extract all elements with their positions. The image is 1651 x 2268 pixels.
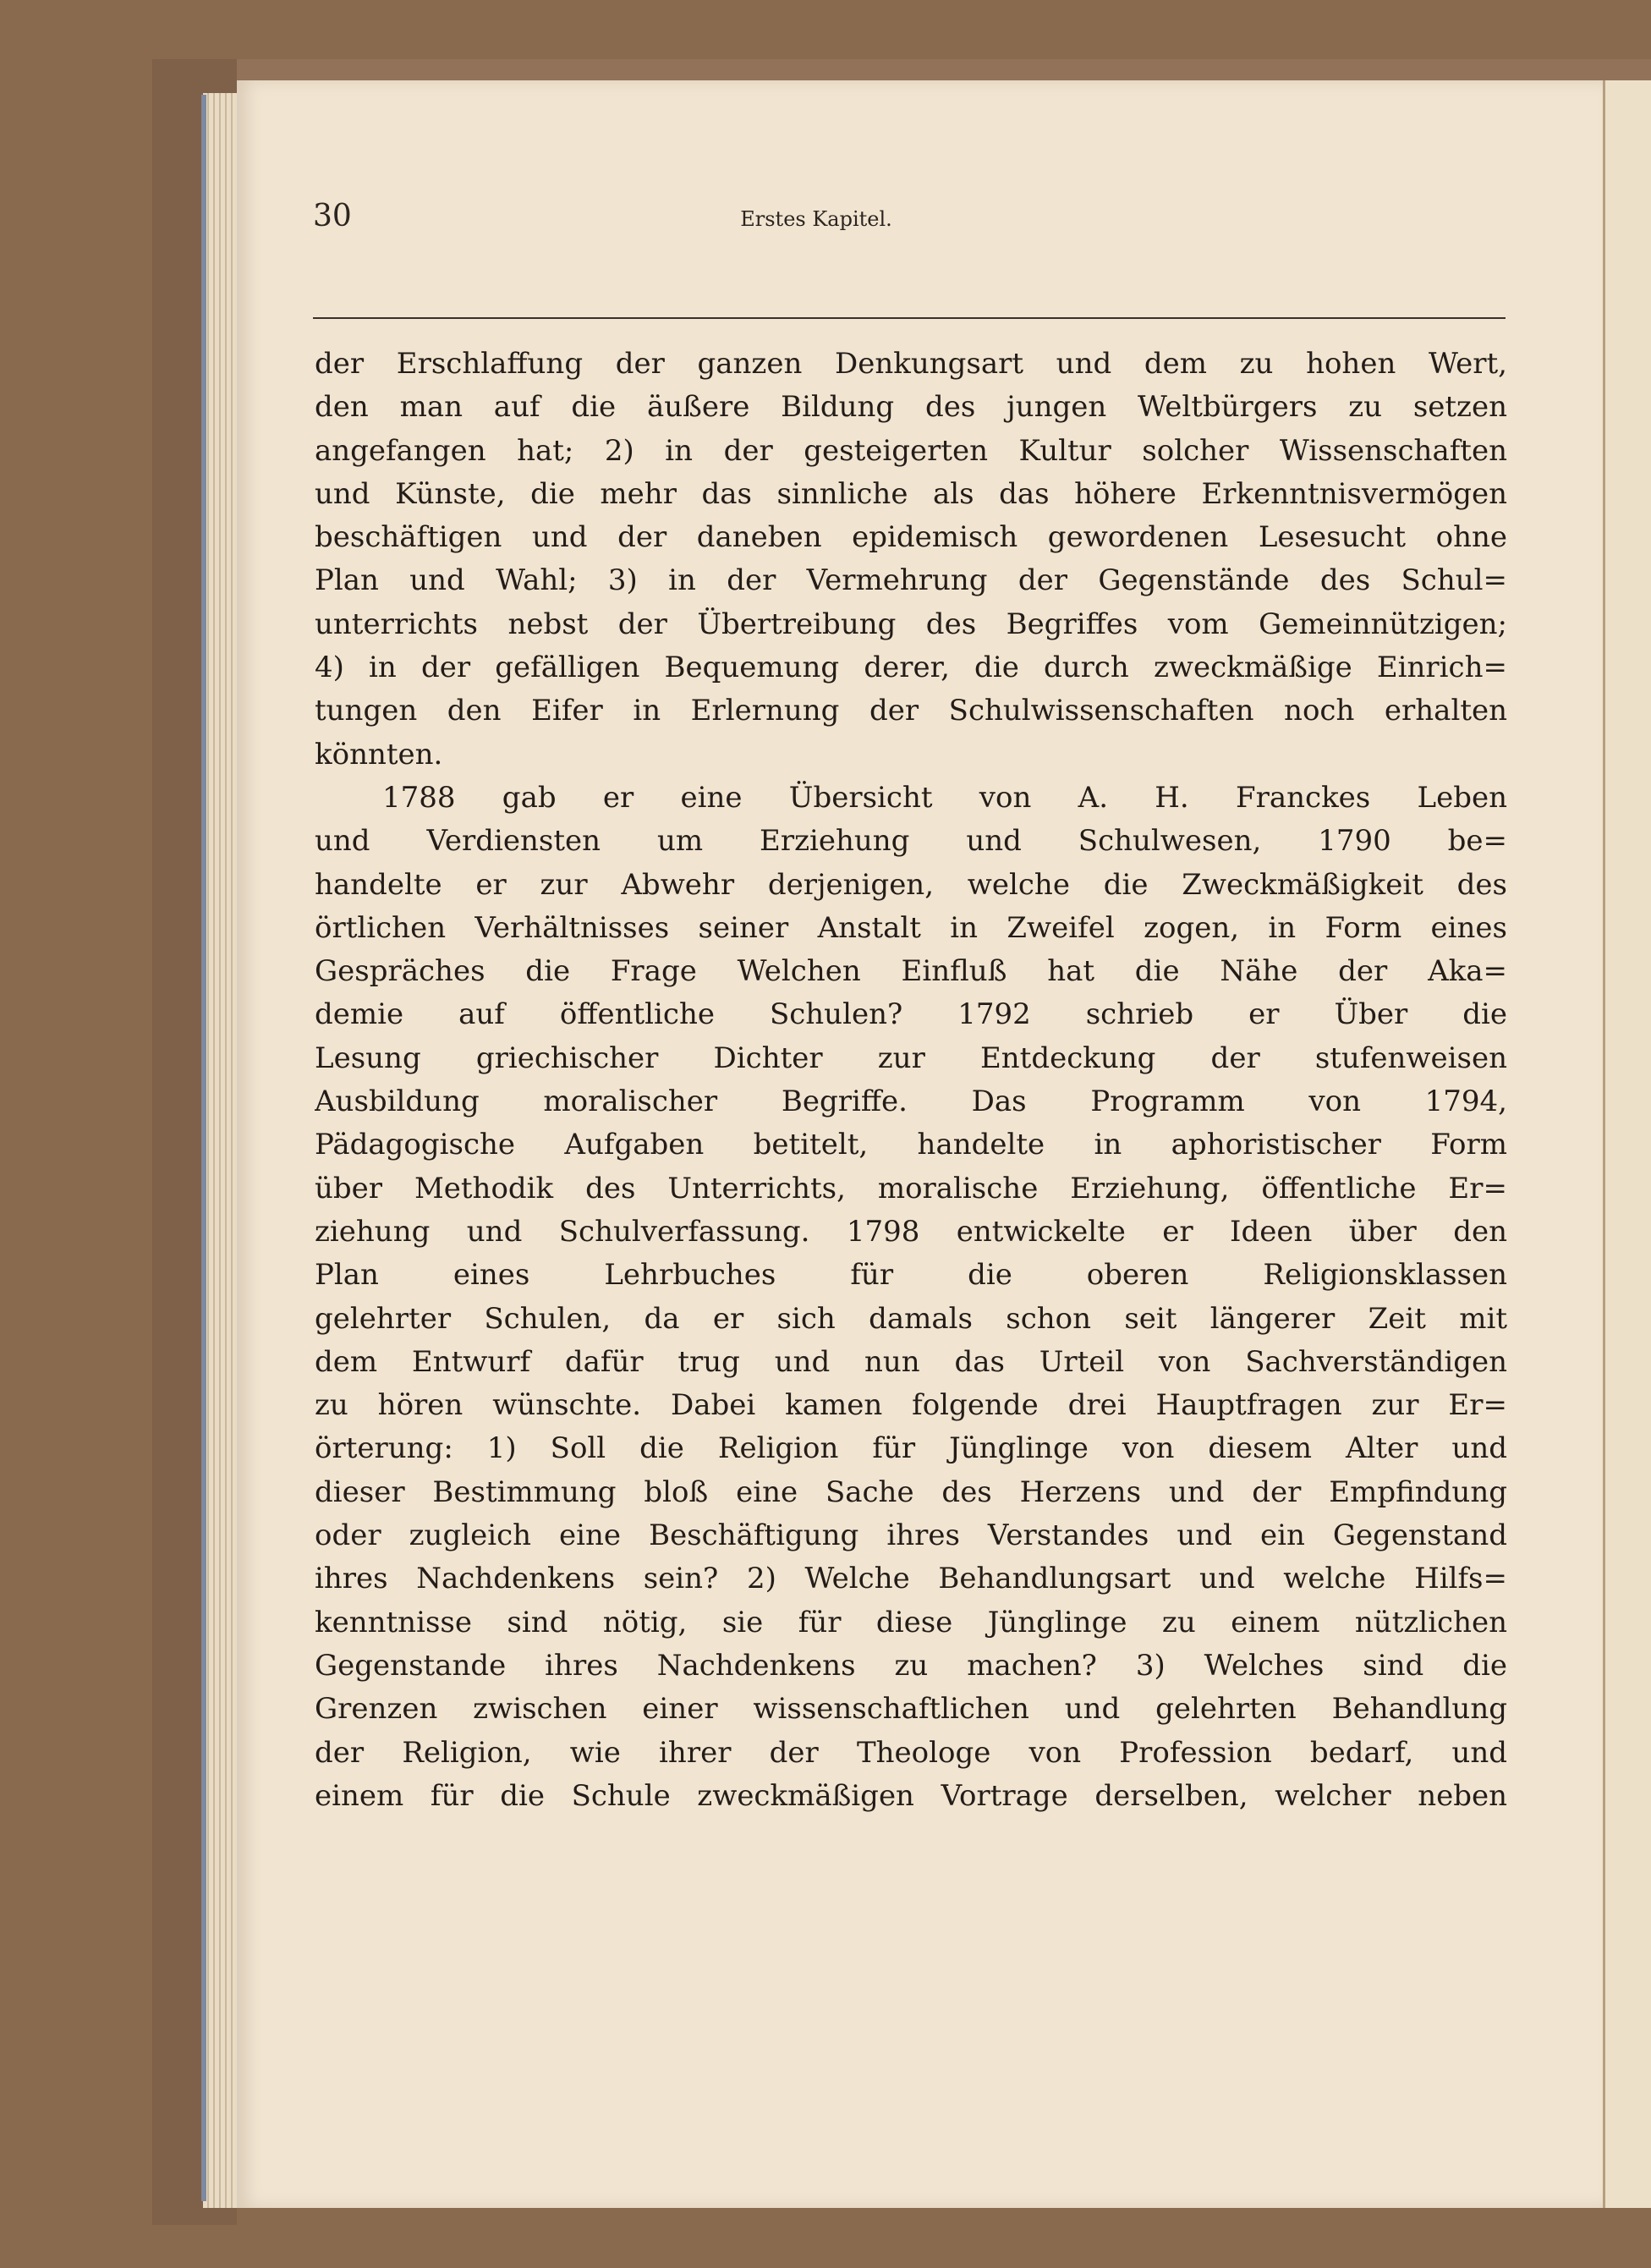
text-line: tungen den Eifer in Erlernung der Schulwissenschaften noch erhalten (315, 694, 1507, 728)
text-line: ziehung und Schulverfassung. 1798 entwickelte er Ideen über den (315, 1214, 1507, 1249)
text-line: Gegenstande ihres Nachdenkens zu machen? 3) Welches sind die (315, 1648, 1507, 1683)
text-line: Gespräches die Frage Welchen Einfluß hat die Nähe der Aka= (315, 954, 1507, 989)
text-line: der Religion, wie ihrer der Theologe von Profession bedarf, und (315, 1735, 1507, 1770)
page-number: 30 (313, 199, 352, 233)
page-header (313, 199, 1319, 250)
text-line: Lesung griechischer Dichter zur Entdeckung der stufenweisen (315, 1041, 1507, 1075)
header-rule (313, 317, 1506, 319)
text-line: einem für die Schule zweckmäßigen Vortrage derselben, welcher neben (315, 1778, 1507, 1813)
text-line: den man auf die äußere Bildung des jungen Weltbürgers zu setzen (315, 390, 1507, 425)
page-edge-tint (201, 95, 206, 2201)
text-line: beschäftigen und der daneben epidemisch gewordenen Lesesucht ohne (315, 520, 1507, 555)
text-line: und Verdiensten um Erziehung und Schulwesen, 1790 be= (315, 824, 1507, 859)
body-text (315, 343, 1507, 1818)
text-line: Plan eines Lehrbuches für die oberen Religionsklassen (315, 1258, 1507, 1293)
text-line: gelehrter Schulen, da er sich damals schon seit längerer Zeit mit (315, 1301, 1507, 1336)
text-line: demie auf öffentliche Schulen? 1792 schrieb er Über die (315, 997, 1507, 1032)
text-line: und Künste, die mehr das sinnliche als das höhere Erkenntnisvermögen (315, 476, 1507, 511)
text-line: oder zugleich eine Beschäftigung ihres Verstandes und ein Gegenstand (315, 1518, 1507, 1553)
adjacent-page-edge (1603, 80, 1651, 2208)
text-line: zu hören wünschte. Dabei kamen folgende drei Hauptfragen zur Er= (315, 1388, 1507, 1423)
text-line: Pädagogische Aufgaben betitelt, handelte in aphoristischer Form (315, 1128, 1507, 1162)
text-line: ihres Nachdenkens sein? 2) Welche Behandlungsart und welche Hilfs= (315, 1562, 1507, 1596)
text-line: Plan und Wahl; 3) in der Vermehrung der Gegenstände des Schul= (315, 563, 1507, 598)
text-line: kenntnisse sind nötig, sie für diese Jünglinge zu einem nützlichen (315, 1605, 1507, 1639)
text-line: 4) in der gefälligen Bequemung derer, die durch zweckmäßige Einrich= (315, 651, 1507, 685)
text-line: 1788 gab er eine Übersicht von A. H. Franckes Leben (382, 780, 1507, 815)
text-line: unterrichts nebst der Übertreibung des Begriffes vom Gemeinnützigen; (315, 607, 1507, 641)
text-line: dieser Bestimmung bloß eine Sache des Herzens und der Empfindung (315, 1474, 1507, 1509)
text-line: örtlichen Verhältnisses seiner Anstalt in Zweifel zogen, in Form eines (315, 910, 1507, 945)
running-head: Erstes Kapitel. (740, 207, 892, 231)
text-line: handelte er zur Abwehr derjenigen, welche die Zweckmäßigkeit des (315, 867, 1507, 902)
text-line: über Methodik des Unterrichts, moralische Erziehung, öffentliche Er= (315, 1171, 1507, 1205)
text-line: angefangen hat; 2) in der gesteigerten Kultur solcher Wissenschaften (315, 433, 1507, 468)
text-line: der Erschlaffung der ganzen Denkungsart und dem zu hohen Wert, (315, 347, 1507, 381)
text-line: dem Entwurf dafür trug und nun das Urteil von Sachverständigen (315, 1344, 1507, 1379)
text-line: Ausbildung moralischer Begriffe. Das Programm von 1794, (315, 1085, 1507, 1119)
text-line: örterung: 1) Soll die Religion für Jünglinge von diesem Alter und (315, 1431, 1507, 1466)
text-line: könnten. (315, 737, 443, 772)
text-line: Grenzen zwischen einer wissenschaftlichen und gelehrten Behandlung (315, 1692, 1507, 1727)
